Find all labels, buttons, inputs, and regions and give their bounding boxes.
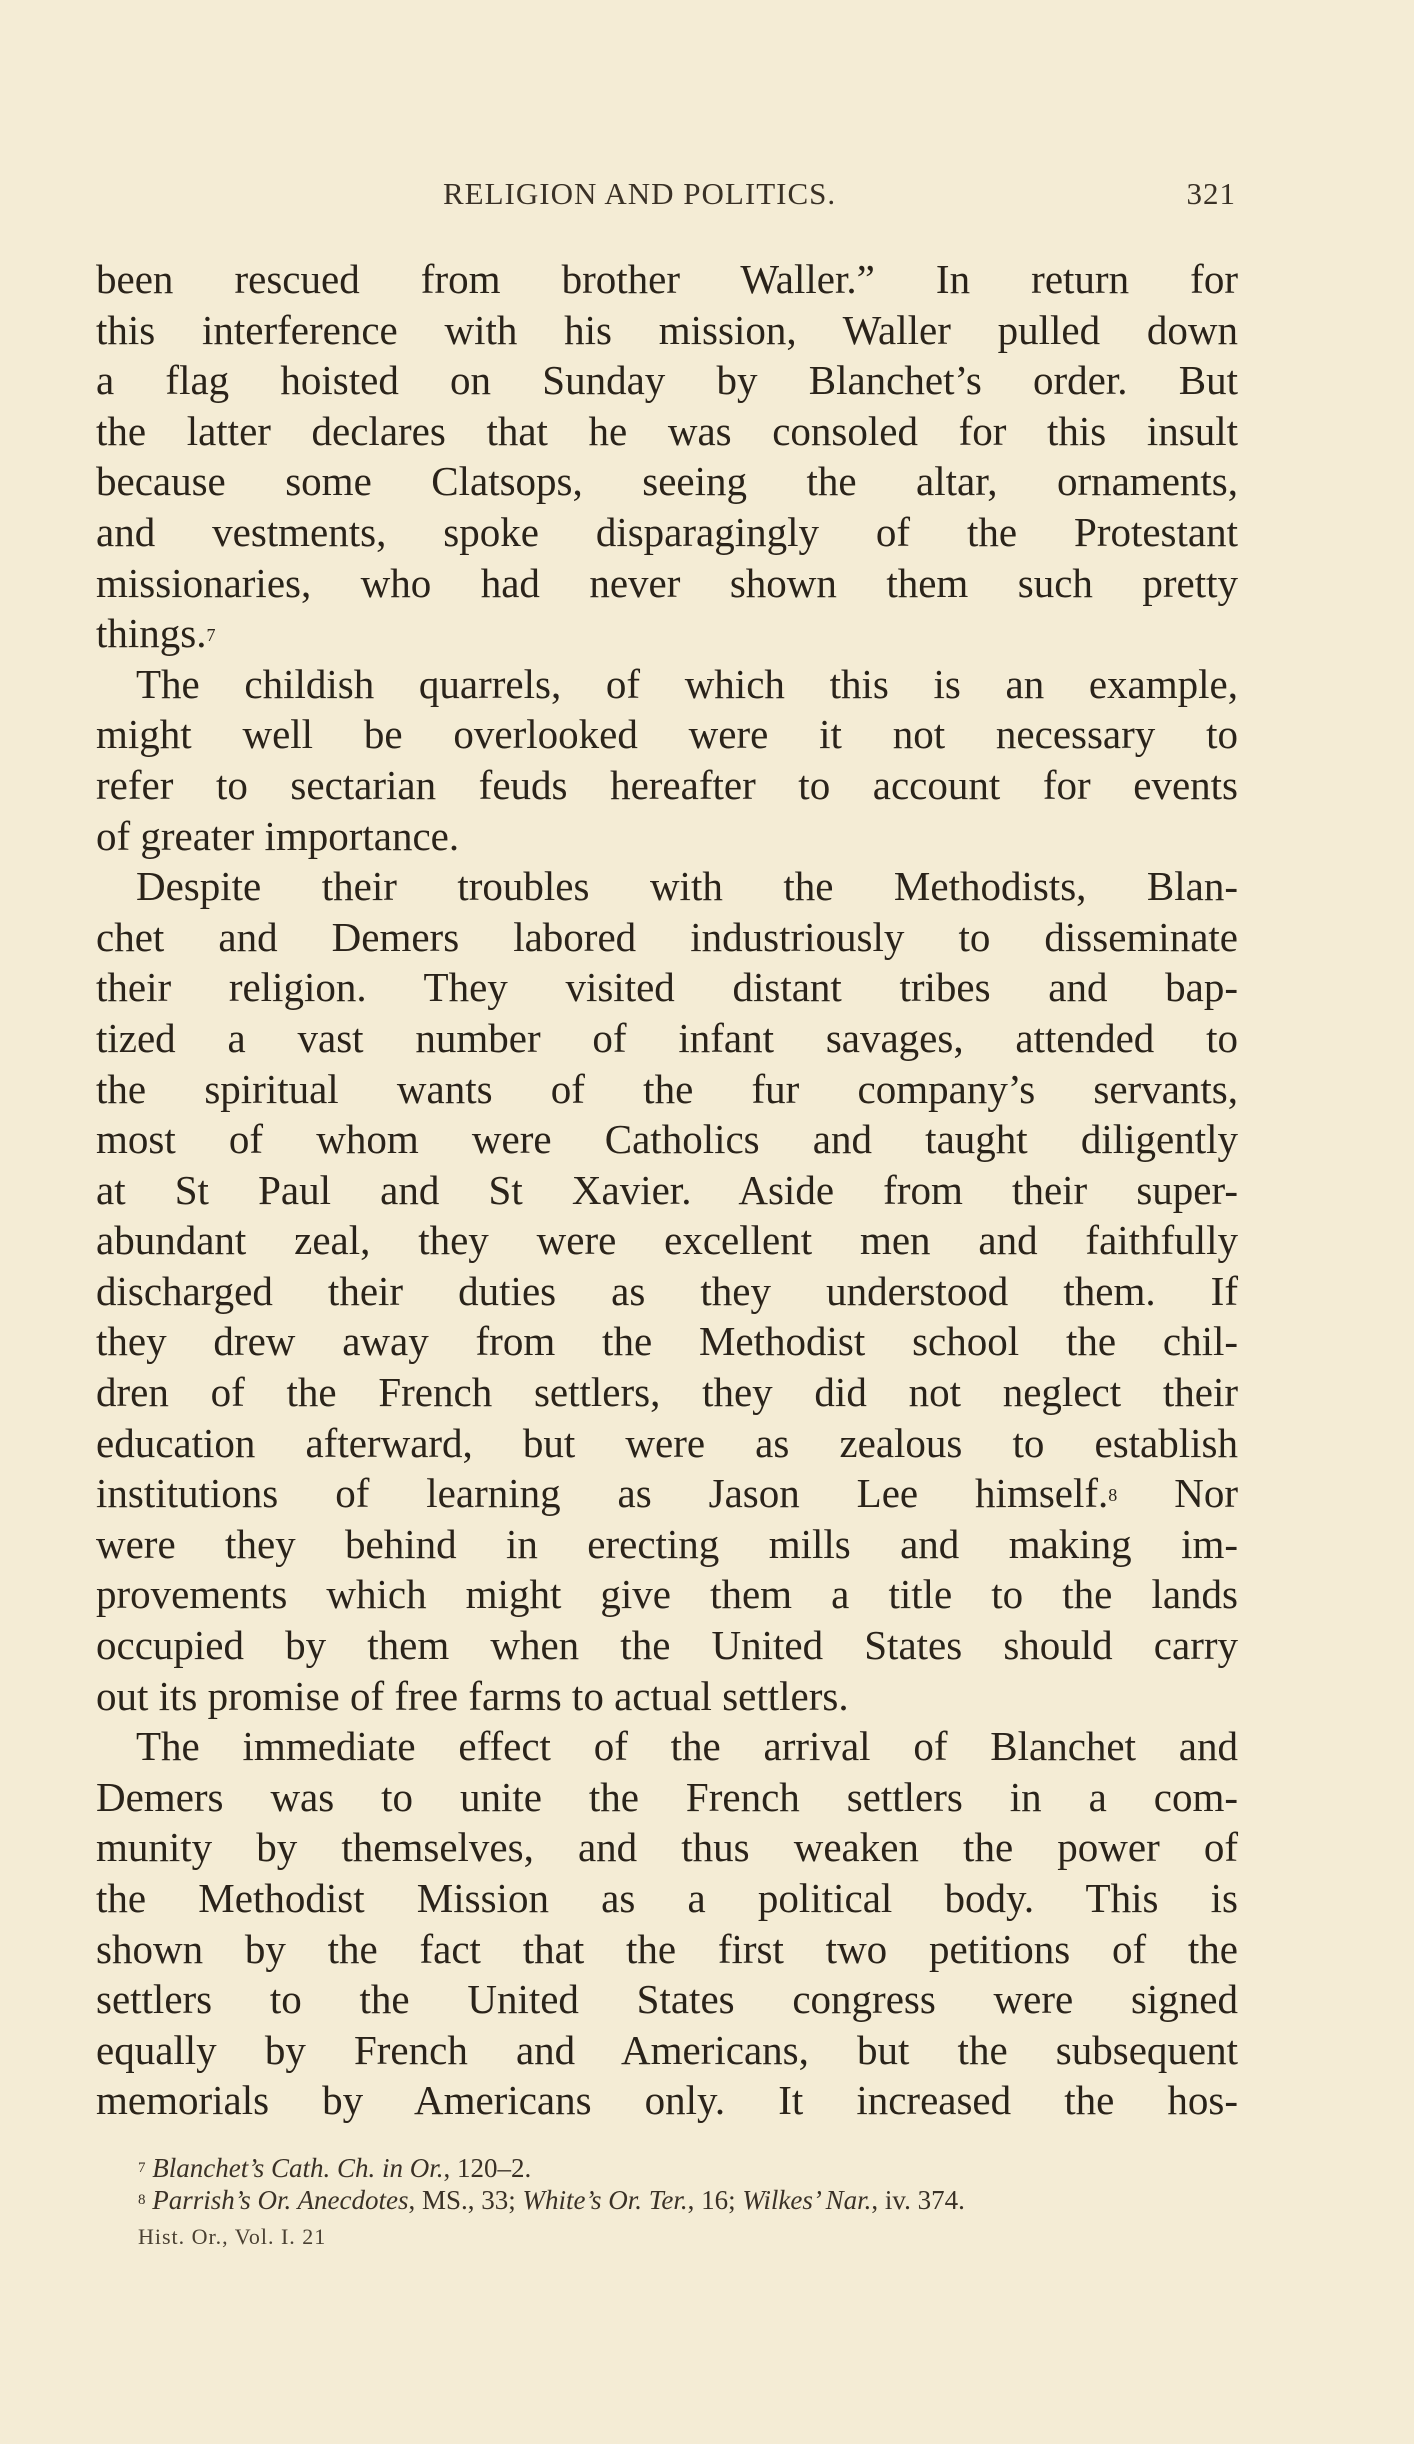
text-line: Despite their troubles with the Methodists, Blan- — [136, 863, 1238, 910]
text-fragment: Nor — [1174, 1470, 1238, 1517]
text-line: The childish quarrels, of which this is an example, — [136, 660, 1238, 707]
text-line: this interference with his mission, Waller pulled down — [96, 306, 1238, 353]
text-line — [96, 1468, 1238, 1519]
text-line: Demers was to unite the French settlers in a com- — [96, 1773, 1238, 1820]
text-line: education afterward, but were as zealous to establish — [96, 1419, 1238, 1466]
text-line: chet and Demers labored industriously to disseminate — [96, 913, 1238, 960]
text-line: a flag hoisted on Sunday by Blanchet’s order. But — [96, 357, 1238, 404]
text-line: most of whom were Catholics and taught diligently — [96, 1116, 1238, 1163]
footnote-text: , 120–2. — [443, 2153, 532, 2183]
text-line: the latter declares that he was consoled for this insult — [96, 407, 1238, 454]
footnote-8 — [138, 2184, 1238, 2216]
footnote-text: , 16; — [687, 2185, 743, 2215]
text-line: missionaries, who had never shown them such pretty — [96, 559, 1238, 606]
text-line: might well be overlooked were it not necessary to — [96, 711, 1238, 758]
text-line: the Methodist Mission as a political body. This is — [96, 1875, 1238, 1921]
footnote-text: , MS., 33; — [408, 2185, 523, 2215]
text-line: equally by French and Americans, but the subsequent — [96, 2026, 1238, 2073]
text-line: tized a vast number of infant savages, attended to — [96, 1014, 1238, 1061]
text-line: The immediate effect of the arrival of Blanchet and — [136, 1723, 1238, 1770]
text-line: provements which might give them a title to the lands — [96, 1571, 1238, 1618]
text-line: memorials by Americans only. It increased the hos- — [96, 2077, 1238, 2124]
footnote-ref-8: 8 — [1108, 1485, 1118, 1506]
text-line: been rescued from brother Waller.” In return for — [96, 256, 1238, 302]
text-fragment: things. — [96, 610, 207, 657]
text-line: settlers to the United States congress were signed — [96, 1976, 1238, 2023]
text-line: their religion. They visited distant tribes and bap- — [96, 964, 1238, 1011]
text-line: occupied by them when the United States should carry — [96, 1622, 1238, 1669]
text-line: they drew away from the Methodist school the chil- — [96, 1318, 1238, 1365]
footnote-7 — [138, 2152, 1238, 2184]
text-line: were they behind in erecting mills and making im- — [96, 1520, 1238, 1567]
text-line: abundant zeal, they were excellent men and faithfully — [96, 1217, 1238, 1264]
text-line: refer to sectarian feuds hereafter to account for events — [96, 761, 1238, 808]
footnote-text: , iv. 374. — [871, 2185, 965, 2215]
text-line: dren of the French settlers, they did not neglect their — [96, 1369, 1238, 1416]
running-title: RELIGION AND POLITICS. — [443, 176, 837, 211]
page-number: 321 — [1186, 176, 1236, 211]
text-line: at St Paul and St Xavier. Aside from their super- — [96, 1166, 1238, 1213]
text-fragment: institutions of learning as Jason Lee himself. — [96, 1470, 1109, 1517]
running-head — [96, 176, 1236, 216]
footnote-number: 7 — [138, 2160, 146, 2176]
footnote-source-title: Parrish’s Or. Anecdotes — [152, 2185, 409, 2215]
footnote-number: 8 — [138, 2192, 146, 2208]
text-line: of greater importance. — [96, 812, 460, 859]
text-line: munity by themselves, and thus weaken the power of — [96, 1824, 1238, 1871]
text-line — [96, 608, 1238, 659]
text-line: because some Clatsops, seeing the altar, ornaments, — [96, 458, 1238, 505]
signature-mark: Hist. Or., Vol. I. 21 — [138, 2224, 327, 2249]
footnote-source-title: White’s Or. Ter. — [522, 2185, 688, 2215]
footnote-ref-7: 7 — [206, 625, 216, 646]
text-line: discharged their duties as they understood them. If — [96, 1267, 1238, 1314]
footnotes — [138, 2152, 1238, 2216]
footnote-source-title: Blanchet’s Cath. Ch. in Or. — [152, 2153, 444, 2183]
text-line: the spiritual wants of the fur company’s servants, — [96, 1065, 1238, 1112]
footnote-source-title: Wilkes’ Nar. — [742, 2185, 872, 2215]
text-line: out its promise of free farms to actual settlers. — [96, 1672, 849, 1719]
body-text — [96, 254, 1238, 2126]
text-line: and vestments, spoke disparagingly of the Protestant — [96, 508, 1238, 555]
text-line: shown by the fact that the first two petitions of the — [96, 1925, 1238, 1972]
